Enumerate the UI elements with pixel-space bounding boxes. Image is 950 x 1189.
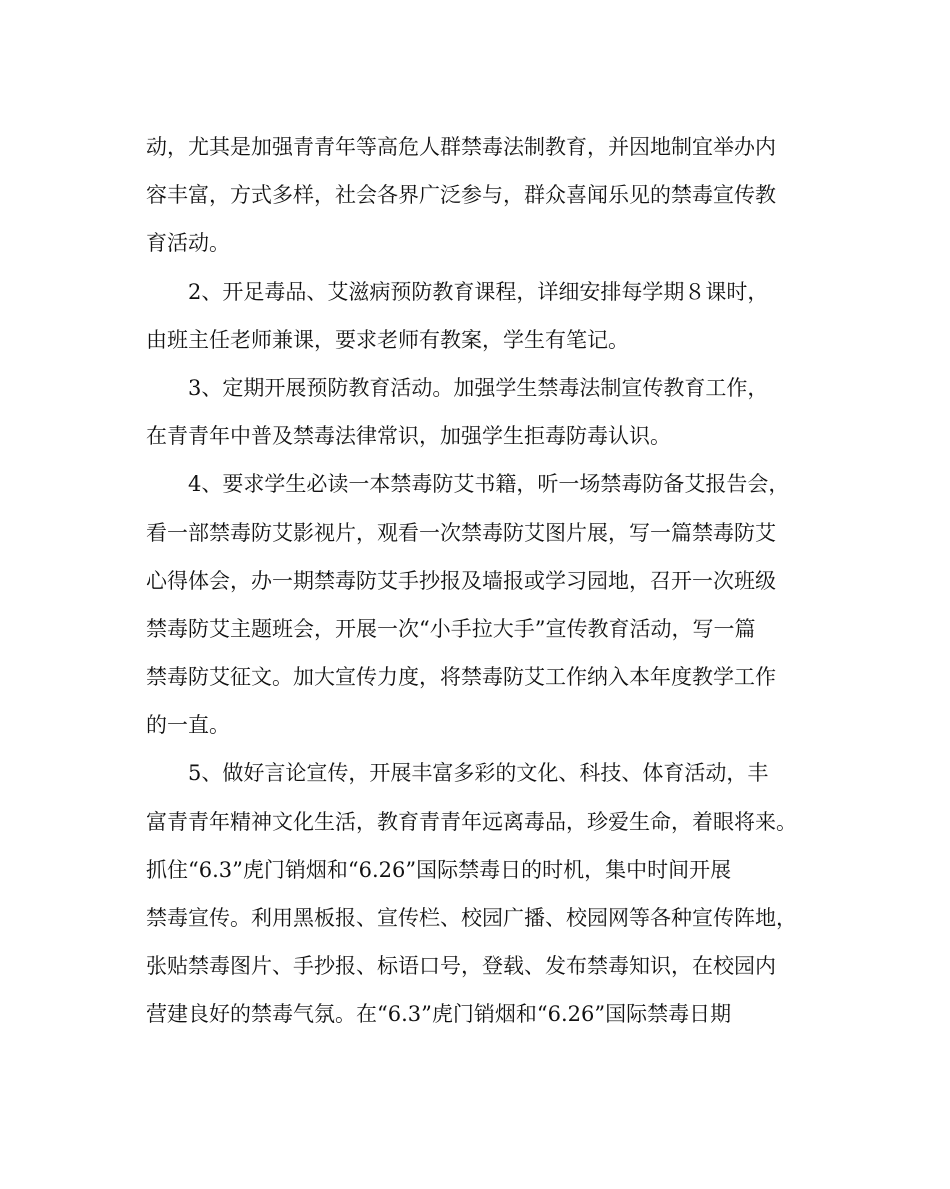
text-line-2: 容丰富，方式多样，社会各界广泛参与，群众喜闻乐见的禁毒宣传教 [146, 183, 776, 208]
text-line-5: 由班主任老师兼课，要求老师有教案，学生有笔记。 [146, 327, 629, 352]
text-line-17: 禁毒宣传。利用黑板报、宣传栏、校园广播、校园网等各种宣传阵地， [146, 906, 797, 930]
text-line-19: 营建良好的禁毒气氛。在“6.3”虎门销烟和“6.26”国际禁毒日期 [146, 1002, 732, 1027]
text-line-14: 5、做好言论宣传，开展丰富多彩的文化、科技、体育活动，丰 [188, 761, 769, 786]
text-line-4: 2、开足毒品、艾滋病预防教育课程，详细安排每学期８课时， [188, 279, 769, 304]
text-line-6: 3、定期开展预防教育活动。加强学生禁毒法制宣传教育工作， [188, 375, 769, 400]
text-line-8: 4、要求学生必读一本禁毒防艾书籍，听一场禁毒防备艾报告会， [188, 472, 790, 497]
text-line-3: 育活动。 [146, 231, 230, 256]
text-line-7: 在青青年中普及禁毒法律常识，加强学生拒毒防毒认识。 [146, 424, 671, 449]
text-line-16: 抓住“6.3”虎门销烟和“6.26”国际禁毒日的时机，集中时间开展 [146, 857, 732, 882]
text-line-15: 富青青年精神文化生活，教育青青年远离毒品，珍爱生命，着眼将来。 [146, 809, 797, 834]
text-line-12: 禁毒防艾征文。加大宣传力度，将禁毒防艾工作纳入本年度教学工作 [146, 665, 776, 690]
text-line-9: 看一部禁毒防艾影视片，观看一次禁毒防艾图片展，写一篇禁毒防艾 [146, 520, 776, 545]
text-line-18: 张贴禁毒图片、手抄报、标语口号，登载、发布禁毒知识，在校园内 [146, 954, 776, 979]
text-line-11: 禁毒防艾主题班会，开展一次“小手拉大手”宣传教育活动，写一篇 [146, 616, 756, 641]
text-line-1: 动，尤其是加强青青年等高危人群禁毒法制教育，并因地制宜举办内 [146, 135, 776, 159]
text-line-10: 心得体会，办一期禁毒防艾手抄报及墙报或学习园地，召开一次班级 [146, 568, 776, 593]
text-line-13: 的一直。 [146, 713, 230, 738]
document-body [146, 127, 826, 1043]
